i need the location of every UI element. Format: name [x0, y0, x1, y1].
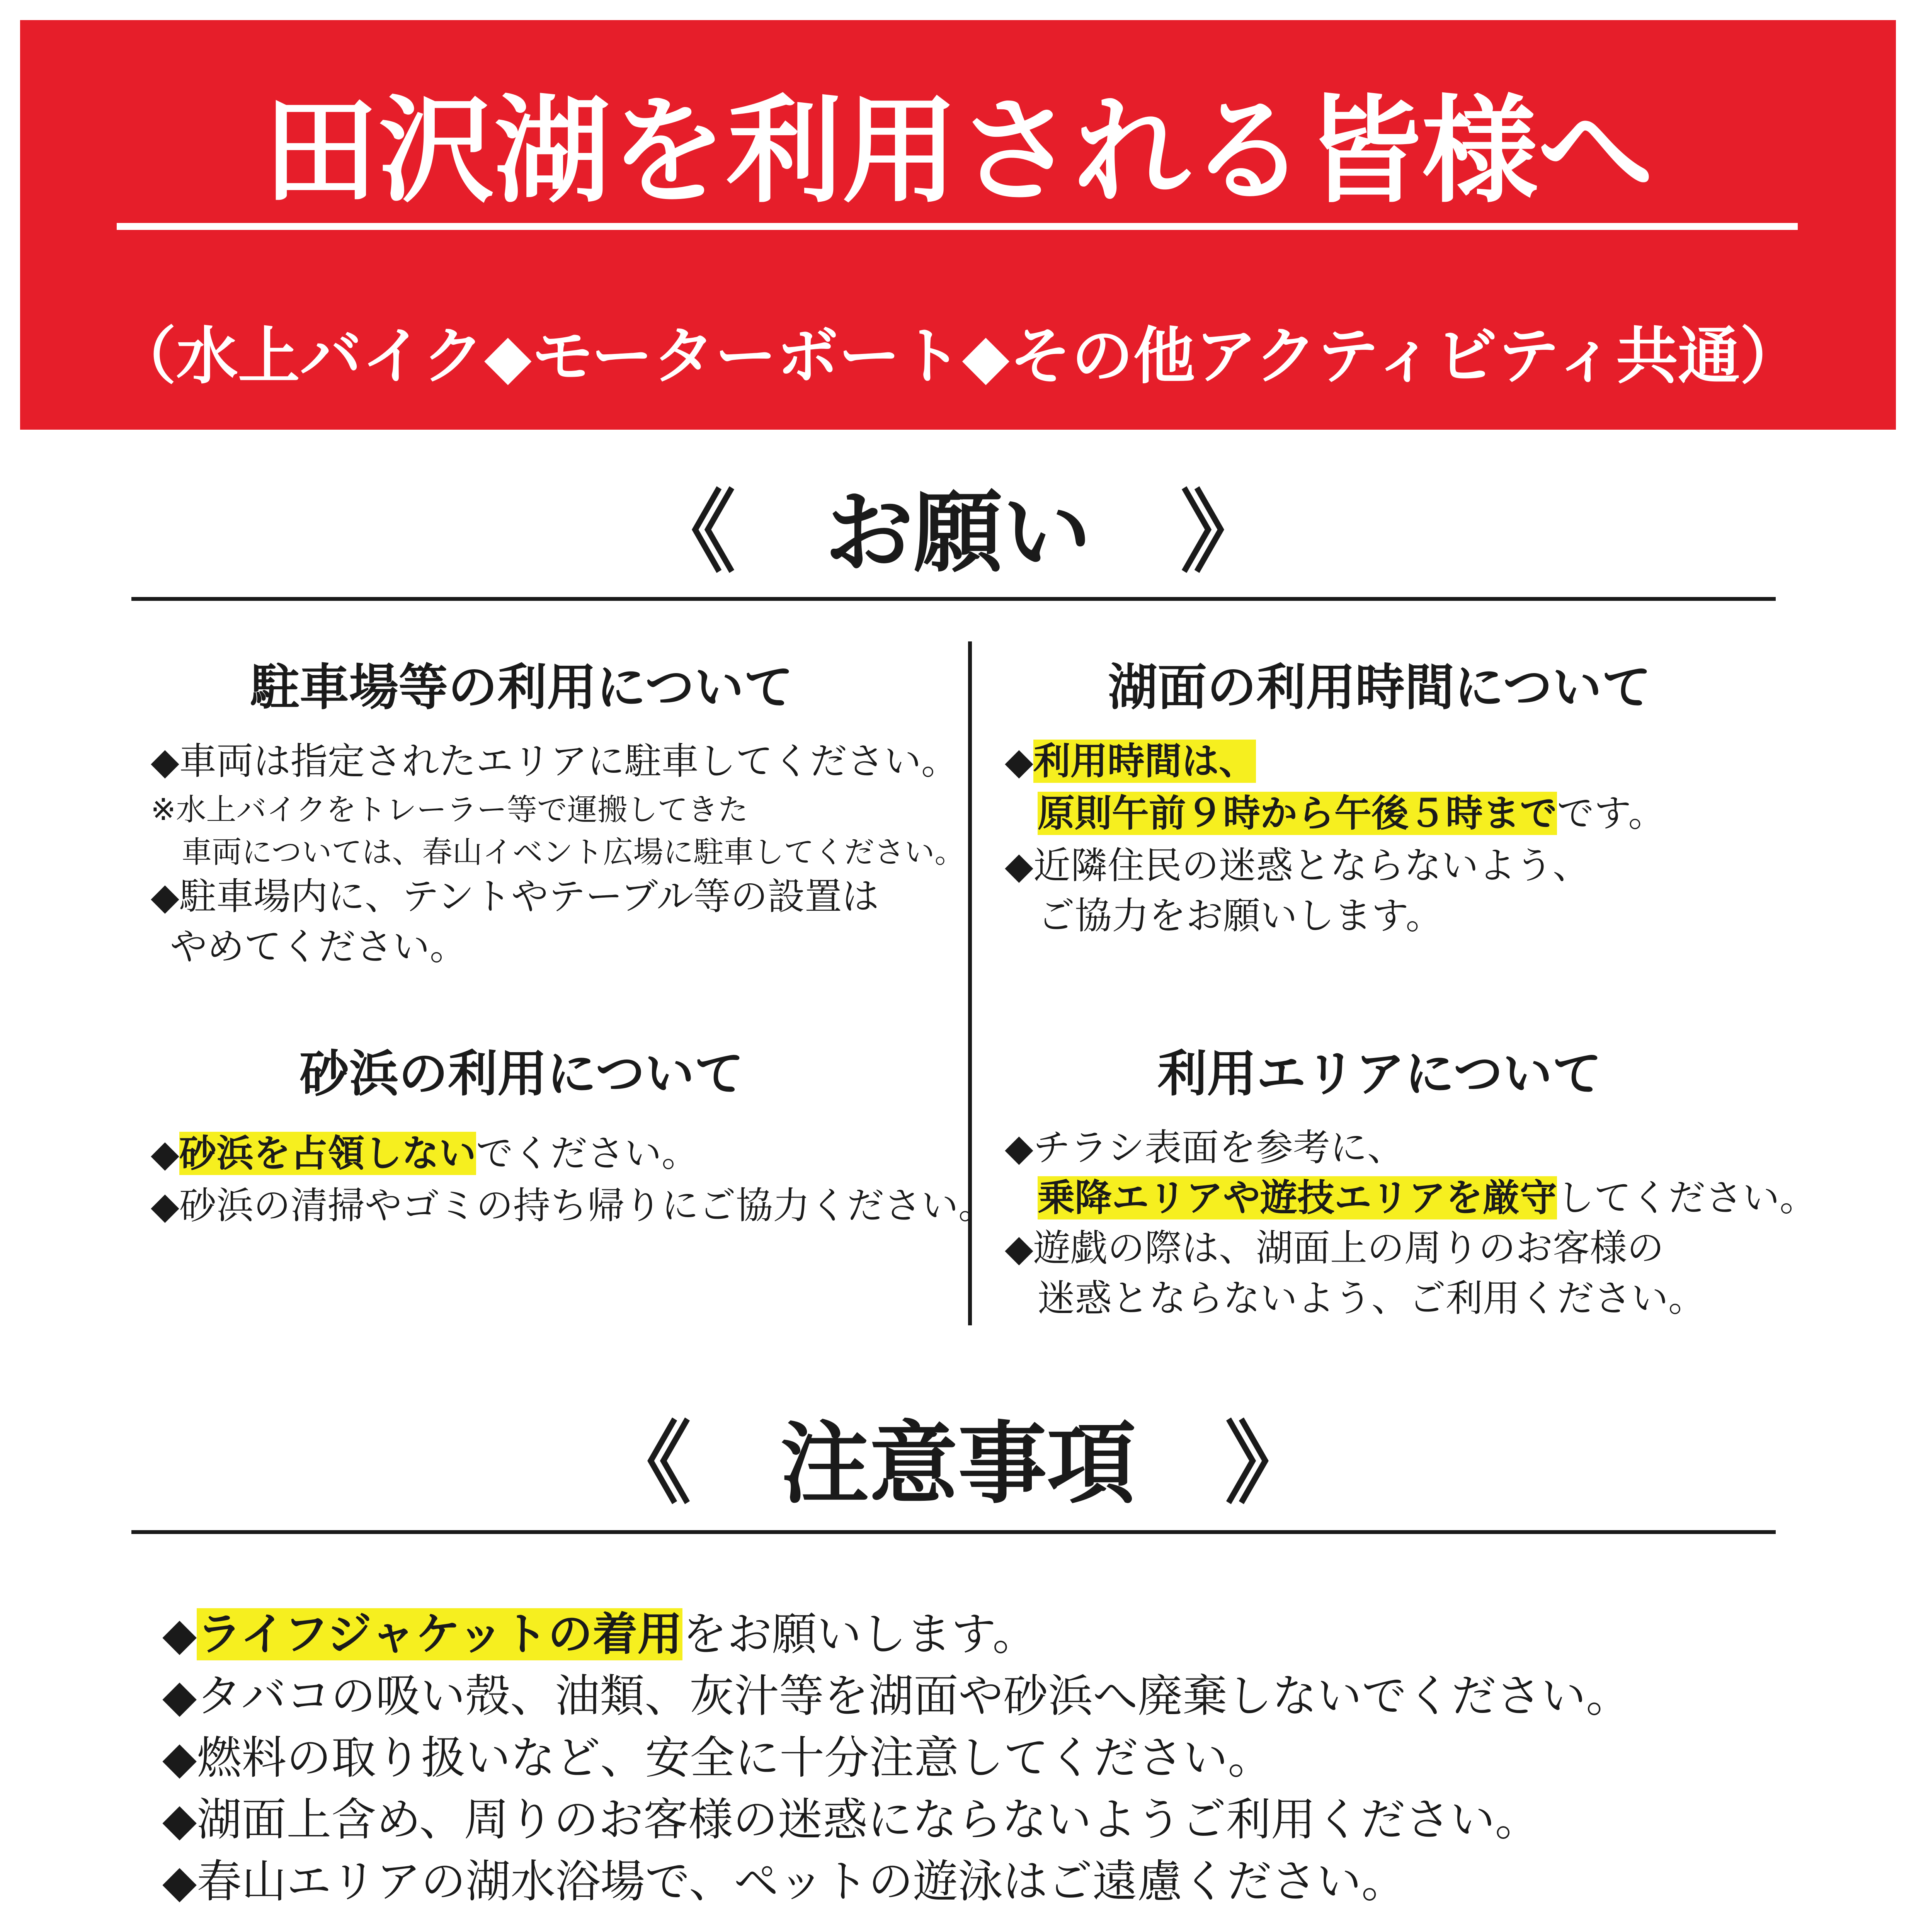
bullet-icon: ◆ [1005, 740, 1033, 783]
parking-item-1: ◆車両は指定されたエリアに駐車してください。 [151, 740, 958, 783]
bullet-icon: ◆ [1005, 1226, 1033, 1270]
area-item-1: ◆チラシ表面を参考に、 [1005, 1126, 1404, 1169]
parking-heading: 駐車場等の利用について [250, 659, 793, 716]
section-heading-request: 《 お願い 》 [647, 481, 1269, 585]
divider-request [131, 597, 1776, 601]
bullet-icon: ◆ [151, 875, 179, 918]
parking-item-2-cont: やめてください。 [170, 925, 467, 968]
page-title: 田沢湖を利用される皆様へ [262, 84, 1654, 219]
area-item-2: ◆遊戯の際は、湖面上の周りのお客様の [1005, 1226, 1664, 1270]
caution-item-2: ◆タバコの吸い殻、油類、灰汁等を湖面や砂浜へ廃棄しないでください。 [162, 1670, 1631, 1722]
bullet-icon: ◆ [1005, 1126, 1033, 1169]
bullet-icon: ◆ [151, 1184, 179, 1227]
area-item-2-cont: 迷惑とならないよう、ご利用ください。 [1038, 1277, 1705, 1320]
area-item-1-cont: 乗降エリアや遊技エリアを厳守してください。 [1038, 1176, 1817, 1219]
area-heading: 利用エリアについて [1157, 1045, 1602, 1103]
beach-item-1: ◆砂浜を占領しないでください。 [151, 1132, 699, 1175]
hours-item-1-cont: 原則午前９時から午後５時までです。 [1038, 792, 1666, 835]
parking-note-2: 車両については、春山イベント広場に駐車してください。 [182, 835, 965, 870]
caution-item-5: ◆春山エリアの湖水浴場で、ペットの遊泳はご遠慮ください。 [162, 1855, 1406, 1908]
beach-heading: 砂浜の利用について [299, 1045, 744, 1103]
bullet-icon: ◆ [162, 1732, 197, 1784]
header-banner [20, 20, 1896, 430]
bullet-icon: ◆ [1005, 844, 1033, 887]
title-underline [117, 223, 1798, 230]
bullet-icon: ◆ [162, 1670, 197, 1722]
bullet-icon: ◆ [151, 740, 179, 783]
hours-item-1: ◆利用時間は、 [1005, 740, 1256, 783]
hours-heading: 湖面の利用時間について [1108, 659, 1651, 716]
beach-item-2: ◆砂浜の清掃やゴミの持ち帰りにご協力ください。 [151, 1184, 995, 1227]
bullet-icon: ◆ [151, 1132, 179, 1175]
section-heading-caution: 《 注意事項 》 [602, 1413, 1314, 1516]
caution-item-4: ◆湖面上含め、周りのお客様の迷惑にならないようご利用ください。 [162, 1794, 1540, 1846]
parking-note-1: ※水上バイクをトレーラー等で運搬してきた [151, 793, 748, 827]
caution-item-1: ◆ライフジャケットの着用をお願いします。 [162, 1608, 1038, 1660]
bullet-icon: ◆ [162, 1608, 197, 1660]
hours-item-2-cont: ご協力をお願いします。 [1038, 894, 1443, 937]
divider-caution [131, 1530, 1776, 1534]
bullet-icon: ◆ [162, 1855, 197, 1908]
bullet-icon: ◆ [162, 1794, 197, 1846]
page-subtitle: （水上バイク◆モーターボート◆その他アクティビティ共通） [114, 320, 1802, 392]
parking-item-2: ◆駐車場内に、テントやテーブル等の設置は [151, 875, 879, 918]
caution-item-3: ◆燃料の取り扱いなど、安全に十分注意してください。 [162, 1732, 1273, 1784]
hours-item-2: ◆近隣住民の迷惑とならないよう、 [1005, 844, 1590, 887]
